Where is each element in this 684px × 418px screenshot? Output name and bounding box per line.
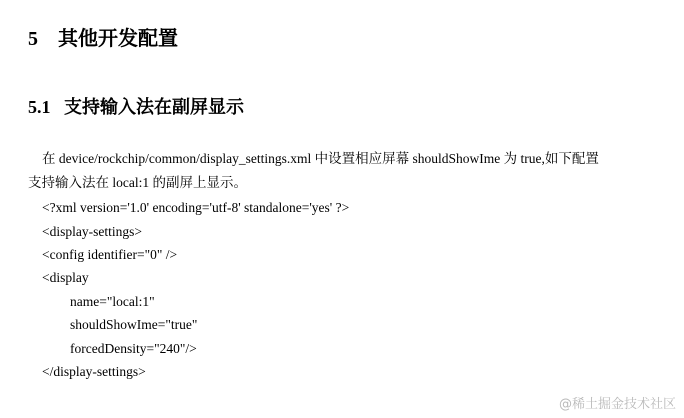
watermark: @稀土掘金技术社区 [558,397,676,412]
code-line: </display-settings> [42,364,146,379]
section-heading [28,26,178,52]
code-line: <display [42,270,89,285]
subsection-number: 5.1 [28,97,51,117]
code-line: <config identifier="0" /> [42,247,178,262]
paragraph-line-1: 在 device/rockchip/common/display_settings.xml 中设置相应屏幕 shouldShowIme 为 true,如下配置 [42,151,599,166]
code-line: shouldShowIme="true" [70,317,198,332]
code-line: name="local:1" [70,294,155,309]
subsection-title: 支持输入法在副屏显示 [64,97,244,117]
code-line: forcedDensity="240"/> [70,341,197,356]
subsection-heading [28,95,244,119]
code-line: <display-settings> [42,224,142,239]
section-title: 其他开发配置 [58,28,178,50]
section-number: 5 [28,28,38,50]
code-line: <?xml version='1.0' encoding='utf-8' standalone='yes' ?> [42,200,350,215]
paragraph-line-2: 支持输入法在 local:1 的副屏上显示。 [28,175,247,190]
